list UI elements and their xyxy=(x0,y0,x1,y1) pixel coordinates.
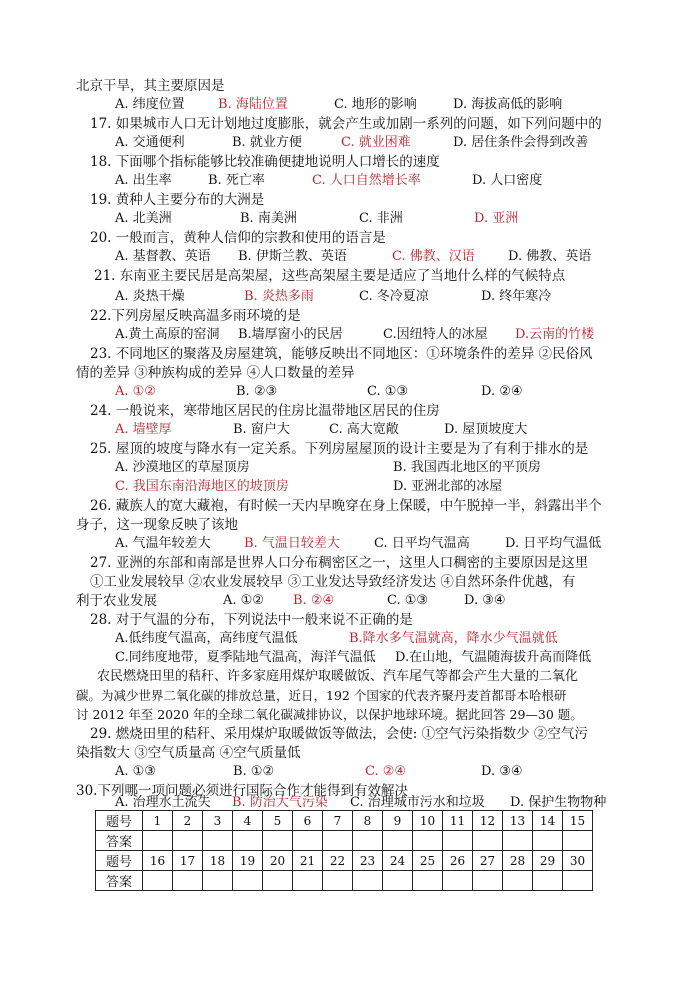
q24-option-c: C. 高大宽敞 xyxy=(329,422,399,437)
q28-option-b: B.降水多气温就高，降水少气温就低 xyxy=(349,631,558,646)
q26-stem: 26. 藏族人的宽大藏袍，有时候一天内早晚穿在身上保暖，中午脱掉一半，斜露出半个 xyxy=(90,498,602,514)
q30-option-b: B. 防治大气污染 xyxy=(232,795,328,810)
q22-stem: 22.下列房屋反映高温多雨环境的是 xyxy=(90,308,301,324)
q26-stem-cont: 身子，这一现象反映了该地 xyxy=(76,517,238,533)
answer-cell[interactable] xyxy=(383,831,413,851)
answer-table-row xyxy=(96,851,593,871)
question-number-cell: 17 xyxy=(173,851,203,871)
question-number-cell: 18 xyxy=(203,851,233,871)
question-number-cell: 3 xyxy=(203,811,233,831)
q27-option-b: B. ②④ xyxy=(293,593,335,608)
answer-table-row xyxy=(96,811,593,831)
q18-option-c: C. 人口自然增长率 xyxy=(312,173,421,188)
q19-stem: 19. 黄种人主要分布的大洲是 xyxy=(90,192,265,208)
q28-option-c: C.同纬度地带，夏季陆地气温高，海洋气温低 xyxy=(115,650,376,665)
q23-option-a: A. ①② xyxy=(115,384,156,399)
q18-stem: 18. 下面哪个指标能够比较准确便捷地说明人口增长的速度 xyxy=(90,154,440,170)
q28-option-d: D.在山地，气温随海拔升高而降低 xyxy=(395,650,592,665)
answer-cell[interactable] xyxy=(173,871,203,891)
q27-statements-cont: 利于农业发展 xyxy=(76,593,157,609)
answer-cell[interactable] xyxy=(473,871,503,891)
answer-cell[interactable] xyxy=(263,871,293,891)
q17-option-d: D. 居住条件会得到改善 xyxy=(453,135,589,150)
q18-option-a: A. 出生率 xyxy=(115,173,172,188)
q20-option-c: C. 佛教、汉语 xyxy=(392,249,475,264)
question-number-cell: 1 xyxy=(143,811,173,831)
answer-cell[interactable] xyxy=(353,871,383,891)
q30-option-a: A. 治理水土流失 xyxy=(115,795,211,810)
q20-option-a: A. 基督教、英语 xyxy=(115,249,211,264)
q23-stem: 23. 不同地区的聚落及房屋建筑，能够反映出不同地区：①环境条件的差异 ②民俗风 xyxy=(90,346,593,362)
q28-stem: 28. 对于气温的分布，下列说法中一般来说不正确的是 xyxy=(90,612,413,628)
q16-option-c: C. 地形的影响 xyxy=(334,97,417,112)
q22-option-c: C.因纽特人的冰屋 xyxy=(383,327,488,342)
q30-stem: 30.下列哪一项问题必须进行国际合作才能得到有效解决 xyxy=(76,783,408,799)
answer-cell[interactable] xyxy=(323,871,353,891)
answer-cell[interactable] xyxy=(203,871,233,891)
question-number-cell: 13 xyxy=(503,811,533,831)
q27-option-c: C. ①③ xyxy=(387,593,429,608)
q22-option-b: B.墙厚窗小的民居 xyxy=(238,327,343,342)
q25-option-a: A. 沙漠地区的草屋顶房 xyxy=(115,460,250,475)
q21-stem: 21. 东南亚主要民居是高架屋，这些高架屋主要是适应了当地什么样的气候特点 xyxy=(94,268,566,284)
q21-option-c: C. 冬冷夏凉 xyxy=(359,289,429,304)
table-header-cell: 答案 xyxy=(96,831,143,851)
q22-option-a: A.黄土高原的窑洞 xyxy=(115,327,220,342)
q17-option-c: C. 就业困难 xyxy=(341,135,411,150)
question-number-cell: 7 xyxy=(323,811,353,831)
q24-stem: 24. 一般说来，寒带地区居民的住房比温带地区居民的住房 xyxy=(90,403,440,419)
table-header-cell: 题号 xyxy=(96,811,143,831)
q16-option-a: A. 纬度位置 xyxy=(115,97,185,112)
answer-cell[interactable] xyxy=(233,871,263,891)
q18-option-d: D. 人口密度 xyxy=(472,173,543,188)
answer-cell[interactable] xyxy=(473,831,503,851)
question-number-cell: 20 xyxy=(263,851,293,871)
question-number-cell: 26 xyxy=(443,851,473,871)
answer-cell[interactable] xyxy=(173,831,203,851)
answer-cell[interactable] xyxy=(293,831,323,851)
question-number-cell: 28 xyxy=(503,851,533,871)
q17-option-b: B. 就业方便 xyxy=(232,135,302,150)
q29-option-a: A. ①③ xyxy=(115,764,156,779)
answer-cell[interactable] xyxy=(233,831,263,851)
answer-cell[interactable] xyxy=(443,871,473,891)
answer-cell[interactable] xyxy=(533,871,563,891)
q27-stem: 27. 亚洲的东部和南部是世界人口分布稠密区之一，这里人口稠密的主要原因是这里 xyxy=(90,555,589,571)
q30-option-d: D. 保护生物物种 xyxy=(510,795,607,810)
passage-line-3: 讨 2012 年至 2020 年的全球二氧化碳减排协议，以保护地球环境。据此回答 29—30 题。 xyxy=(76,707,583,722)
answer-cell[interactable] xyxy=(503,871,533,891)
q26-option-a: A. 气温年较差大 xyxy=(115,536,211,551)
q25-option-c: C. 我国东南沿海地区的坡顶房 xyxy=(115,479,289,494)
q28-option-a: A.低纬度气温高，高纬度气温低 xyxy=(115,631,298,646)
q24-option-d: D. 屋顶坡度大 xyxy=(444,422,528,437)
q24-option-b: B. 窗户大 xyxy=(233,422,290,437)
q27-option-d: D. ③④ xyxy=(464,593,506,608)
question-number-cell: 22 xyxy=(323,851,353,871)
question-number-cell: 23 xyxy=(353,851,383,871)
question-number-cell: 12 xyxy=(473,811,503,831)
answer-table-row xyxy=(96,871,593,891)
question-number-cell: 25 xyxy=(413,851,443,871)
question-number-cell: 19 xyxy=(233,851,263,871)
answer-cell[interactable] xyxy=(143,871,173,891)
question-number-cell: 29 xyxy=(533,851,563,871)
q17-option-a: A. 交通便利 xyxy=(115,135,185,150)
answer-cell[interactable] xyxy=(413,831,443,851)
q20-stem: 20. 一般而言，黄种人信仰的宗教和使用的语言是 xyxy=(90,230,386,246)
q26-option-b: B. 气温日较差大 xyxy=(244,536,340,551)
answer-table-row xyxy=(96,831,593,851)
q29-stem-cont: 染指数大 ③空气质量高 ④空气质量低 xyxy=(76,745,301,761)
q26-option-c: C. 日平均气温高 xyxy=(374,536,470,551)
q21-option-d: D. 终年寒冷 xyxy=(481,289,552,304)
q24-option-a: A. 墙壁厚 xyxy=(115,422,172,437)
q19-option-a: A. 北美洲 xyxy=(115,211,172,226)
q16-stem-tail: 北京干旱，其主要原因是 xyxy=(76,78,225,94)
q22-option-d: D.云南的竹楼 xyxy=(515,327,595,342)
question-number-cell: 14 xyxy=(533,811,563,831)
question-number-cell: 11 xyxy=(443,811,473,831)
answer-cell[interactable] xyxy=(353,831,383,851)
q23-option-d: D. ②④ xyxy=(481,384,523,399)
question-number-cell: 10 xyxy=(413,811,443,831)
q29-stem: 29. 燃烧田里的秸秆、采用煤炉取暖做饭等做法，会使: ①空气污染指数少 ②空气污 xyxy=(90,726,588,742)
q26-option-d: D. 日平均气温低 xyxy=(505,536,602,551)
q25-option-d: D. 亚洲北部的冰屋 xyxy=(393,479,503,494)
q23-option-c: C. ①③ xyxy=(367,384,409,399)
q23-option-b: B. ②③ xyxy=(236,384,278,399)
answer-cell[interactable] xyxy=(323,831,353,851)
question-number-cell: 8 xyxy=(353,811,383,831)
answer-cell[interactable] xyxy=(143,831,173,851)
q23-stem-cont: 情的差异 ③种族构成的差异 ④人口数量的差异 xyxy=(76,365,355,381)
answer-cell[interactable] xyxy=(443,831,473,851)
answer-cell[interactable] xyxy=(503,831,533,851)
q21-option-a: A. 炎热干燥 xyxy=(115,289,185,304)
q25-stem: 25. 屋顶的坡度与降水有一定关系。下列房屋屋顶的设计主要是为了有利于排水的是 xyxy=(90,441,589,457)
q16-option-d: D. 海拔高低的影响 xyxy=(453,97,563,112)
question-number-cell: 30 xyxy=(563,851,593,871)
answer-table xyxy=(95,810,593,891)
question-number-cell: 16 xyxy=(143,851,173,871)
q17-stem: 17. 如果城市人口无计划地过度膨胀，就会产生或加剧一系列的问题，如下列问题中的 xyxy=(90,116,602,132)
answer-cell[interactable] xyxy=(203,831,233,851)
answer-cell[interactable] xyxy=(533,831,563,851)
q19-option-c: C. 非洲 xyxy=(359,211,403,226)
q25-option-b: B. 我国西北地区的平顶房 xyxy=(393,460,541,475)
q21-option-b: B. 炎热多雨 xyxy=(244,289,314,304)
question-number-cell: 24 xyxy=(383,851,413,871)
q16-option-b: B. 海陆位置 xyxy=(218,97,288,112)
q29-option-c: C. ②④ xyxy=(365,764,407,779)
passage-line-2: 碳。为减少世界二氧化碳的排放总量，近日，192 个国家的代表齐聚丹麦首都哥本哈根研 xyxy=(76,688,567,703)
question-number-cell: 6 xyxy=(293,811,323,831)
table-header-cell: 答案 xyxy=(96,871,143,891)
q30-option-c: C. 治理城市污水和垃圾 xyxy=(350,795,485,810)
q19-option-d: D. 亚洲 xyxy=(474,211,519,226)
passage-line-1: 农民燃烧田里的秸秆、许多家庭用煤炉取暖做饭、汽车尾气等都会产生大量的二氧化 xyxy=(97,669,579,684)
question-number-cell: 4 xyxy=(233,811,263,831)
q20-option-b: B. 伊斯兰教、英语 xyxy=(238,249,347,264)
question-number-cell: 5 xyxy=(263,811,293,831)
answer-cell[interactable] xyxy=(563,871,593,891)
q18-option-b: B. 死亡率 xyxy=(208,173,265,188)
answer-cell[interactable] xyxy=(383,871,413,891)
q27-statements: ①工业发展较早 ②农业发展较早 ③工业发达导致经济发达 ④自然环条件优越，有 xyxy=(90,574,576,590)
question-number-cell: 2 xyxy=(173,811,203,831)
q29-option-b: B. ①② xyxy=(233,764,275,779)
question-number-cell: 27 xyxy=(473,851,503,871)
answer-cell[interactable] xyxy=(413,871,443,891)
answer-cell[interactable] xyxy=(563,831,593,851)
question-number-cell: 21 xyxy=(293,851,323,871)
q19-option-b: B. 南美洲 xyxy=(240,211,297,226)
answer-cell[interactable] xyxy=(263,831,293,851)
table-header-cell: 题号 xyxy=(96,851,143,871)
q20-option-d: D. 佛教、英语 xyxy=(508,249,592,264)
question-number-cell: 9 xyxy=(383,811,413,831)
question-number-cell: 15 xyxy=(563,811,593,831)
q29-option-d: D. ③④ xyxy=(481,764,523,779)
q27-option-a: A. ①② xyxy=(223,593,264,608)
answer-cell[interactable] xyxy=(293,871,323,891)
